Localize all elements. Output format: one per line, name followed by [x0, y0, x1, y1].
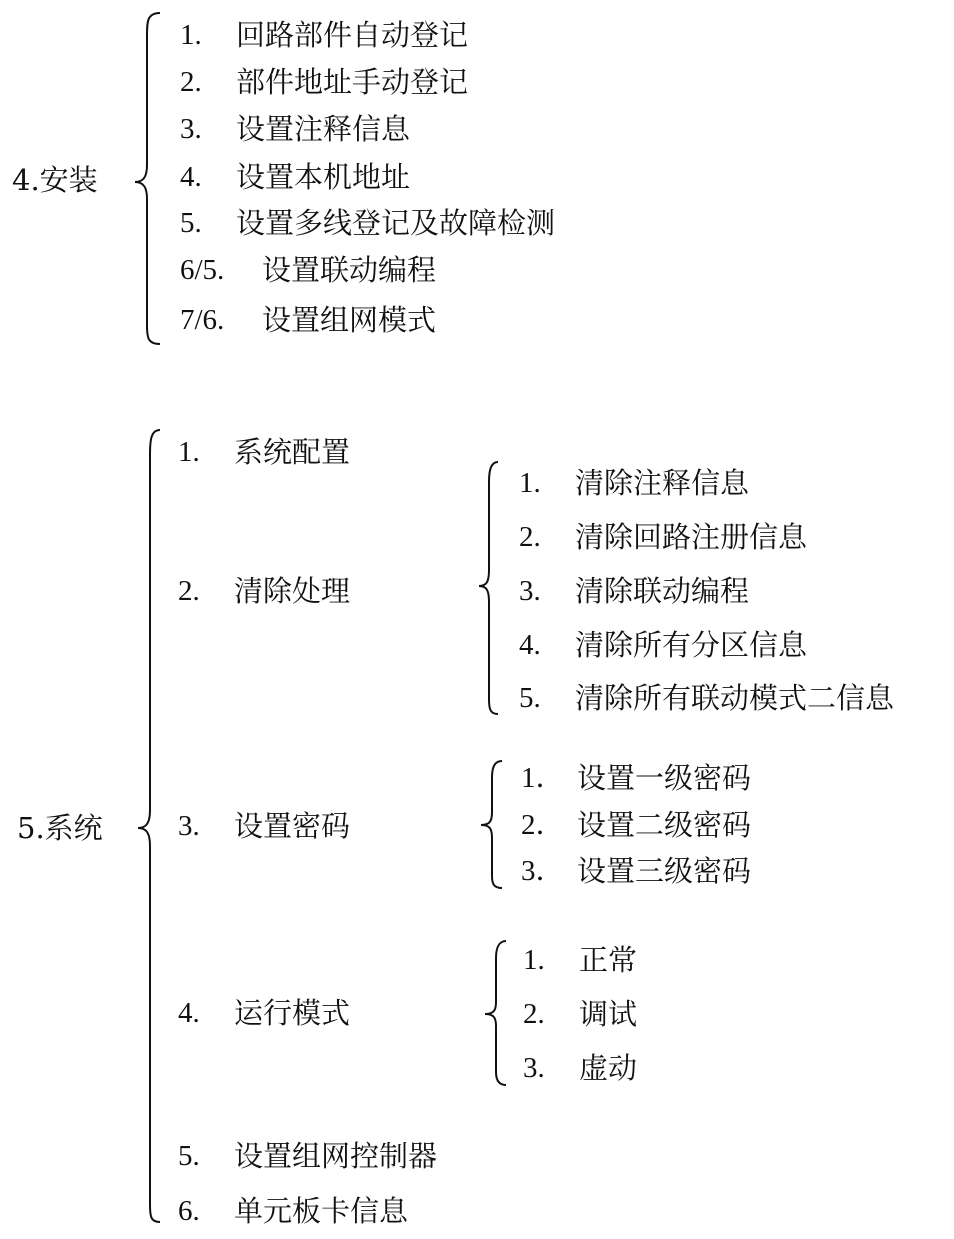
clear-sub-text: 清除回路注册信息 [575, 520, 808, 554]
install-item-text: 设置组网模式 [262, 303, 437, 337]
install-item-num: 5. [180, 207, 202, 239]
clear-sub-text: 清除注释信息 [575, 466, 750, 500]
system-item-text: 设置组网控制器 [234, 1139, 438, 1173]
system-item-text: 清除处理 [234, 574, 351, 608]
system-item-text: 运行模式 [234, 996, 351, 1030]
system-item-text: 单元板卡信息 [234, 1194, 409, 1228]
system-item-num: 3. [178, 810, 200, 842]
install-item-text: 设置联动编程 [262, 253, 437, 287]
system-item-num: 1. [178, 436, 200, 468]
install-item-text: 设置注释信息 [236, 112, 411, 146]
install-item-num: 7/6. [180, 304, 225, 336]
install-root-label: 4.安装 [12, 163, 98, 197]
clear-sub-num: 1. [519, 467, 541, 499]
password-sub-text: 设置三级密码 [577, 854, 752, 888]
system-item-text: 系统配置 [234, 435, 351, 469]
password-sub-text: 设置一级密码 [577, 761, 752, 795]
password-sub-num: 3． [521, 855, 565, 887]
clear-sub-num: 4. [519, 629, 541, 661]
install-item-num: 1. [180, 19, 202, 51]
mode-sub-num: 3. [523, 1052, 545, 1084]
system-item-num: 6. [178, 1195, 200, 1227]
system-item-text: 设置密码 [234, 809, 351, 843]
password-sub-num: 2． [521, 809, 565, 841]
clear-sub-num: 3. [519, 575, 541, 607]
install-item-num: 3. [180, 113, 202, 145]
system-item-num: 5. [178, 1140, 200, 1172]
mode-sub-text: 虚动 [579, 1051, 638, 1085]
system-item-num: 2. [178, 575, 200, 607]
clear-sub-text: 清除所有联动模式二信息 [575, 681, 895, 715]
install-item-text: 设置本机地址 [236, 160, 411, 194]
password-sub-num: 1． [521, 762, 565, 794]
install-item-num: 2. [180, 66, 202, 98]
clear-sub-num: 5. [519, 682, 541, 714]
mode-sub-num: 2. [523, 998, 545, 1030]
install-item-text: 部件地址手动登记 [236, 65, 469, 99]
mode-sub-num: 1. [523, 944, 545, 976]
install-item-num: 6/5. [180, 254, 225, 286]
install-item-text: 回路部件自动登记 [236, 18, 469, 52]
clear-sub-num: 2. [519, 521, 541, 553]
clear-sub-text: 清除联动编程 [575, 574, 750, 608]
mode-sub-text: 正常 [579, 943, 638, 977]
password-sub-text: 设置二级密码 [577, 808, 752, 842]
mode-sub-text: 调试 [579, 997, 638, 1031]
install-item-text: 设置多线登记及故障检测 [236, 206, 556, 240]
system-root-label: 5.系统 [17, 811, 103, 845]
install-item-num: 4. [180, 161, 202, 193]
clear-sub-text: 清除所有分区信息 [575, 628, 808, 662]
system-item-num: 4. [178, 997, 200, 1029]
